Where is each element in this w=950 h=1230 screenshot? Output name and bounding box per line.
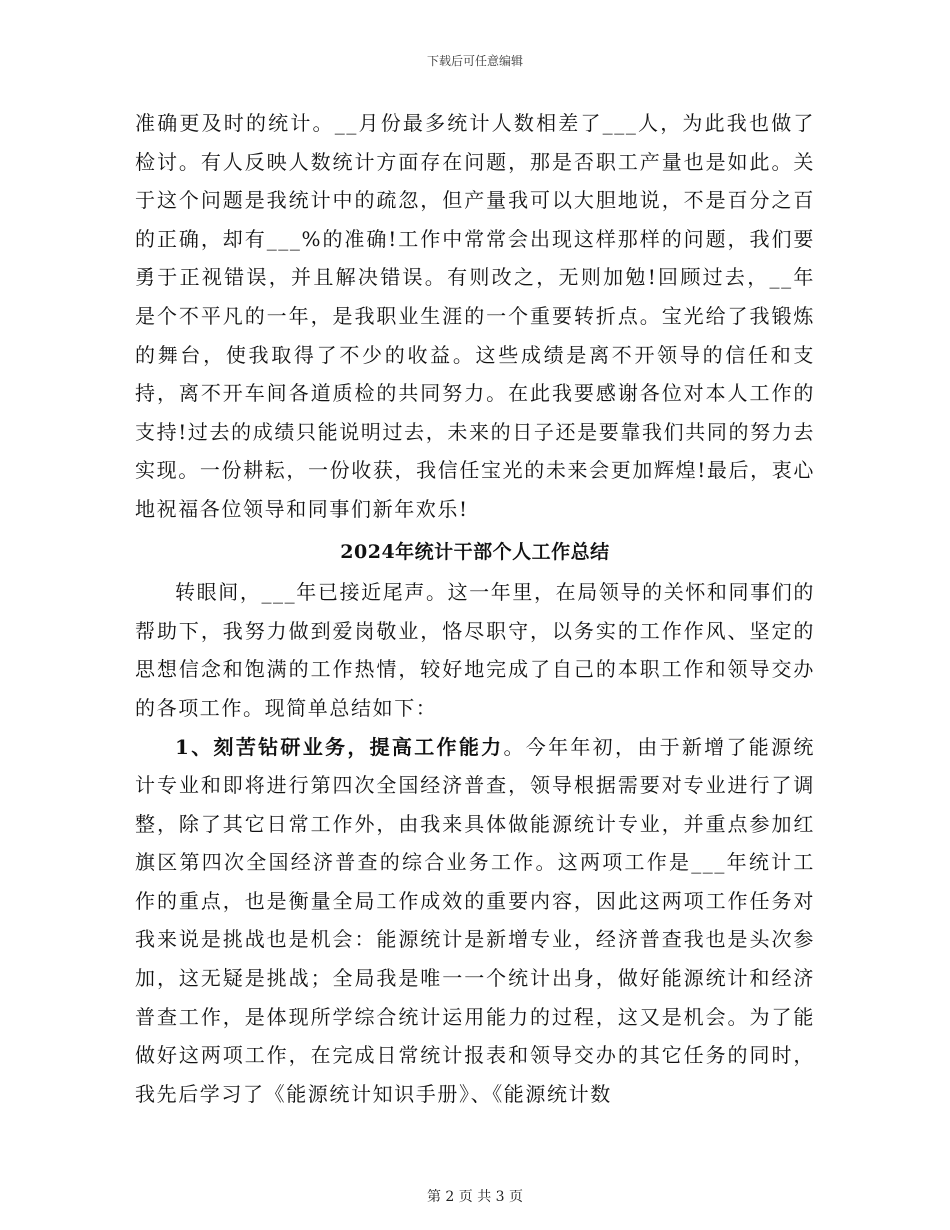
section-1-heading-punct: 。 xyxy=(503,734,526,759)
document-title: 2024年统计干部个人工作总结 xyxy=(340,540,610,563)
paragraph-continued: 准确更及时的统计。__月份最多统计人数相差了___人，为此我也做了检讨。有人反映人数统计方面存在问题，那是否职工产量也是如此。关于这个问题是我统计中的疏忽，但产量我可以大胆地说，不是百分之百的正确，却有___%的准确!工作中常常会出现这样那样的问题，我们要勇于正视错误，并且解决错误。有则改之，无则加勉!回顾过去，__年是个不平凡的一年，是我职业生涯的一个重要转折点。宝光给了我锻炼的舞台，使我取得了不少的收益。这些成绩是离不开领导的信任和支持，离不开车间各道质检的共同努力。在此我要感谢各位对本人工作的支持!过去的成绩只能说明过去，未来的日子还是要靠我们共同的努力去实现。一份耕耘，一份收获，我信任宝光的未来会更加辉煌!最后，衷心地祝福各位领导和同事们新年欢乐! xyxy=(135,111,815,521)
paragraph-section-1 xyxy=(135,728,815,1114)
document-body xyxy=(135,104,815,1113)
paragraph-intro: 转眼间，___年已接近尾声。这一年里，在局领导的关怀和同事们的帮助下，我努力做到爱岗敬业，恪尽职守，以务实的工作作风、坚定的思想信念和饱满的工作热情，较好地完成了自己的本职工作和领导交办的各项工作。现简单总结如下： xyxy=(135,580,815,720)
section-1-body: 今年年初，由于新增了能源统计专业和即将进行第四次全国经济普查，领导根据需要对专业进行了调整，除了其它日常工作外，由我来具体做能源统计专业，并重点参加红旗区第四次全国经济普查的综合业务工作。这两项工作是___年统计工作的重点，也是衡量全局工作成效的重要内容，因此这两项工作任务对我来说是挑战也是机会：能源统计是新增专业，经济普查我也是头次参加，这无疑是挑战；全局我是唯一一个统计出身，做好能源统计和经济普查工作，是体现所学综合统计运用能力的过程，这又是机会。为了能做好这两项工作，在完成日常统计报表和领导交办的其它任务的同时，我先后学习了《能源统计知识手册》、《能源统计数 xyxy=(135,734,815,1106)
section-1-heading: 1、刻苦钻研业务，提高工作能力 xyxy=(175,734,504,759)
header-note: 下载后可任意编辑 xyxy=(426,54,523,68)
page-number: 第 2 页 共 3 页 xyxy=(426,1189,524,1205)
